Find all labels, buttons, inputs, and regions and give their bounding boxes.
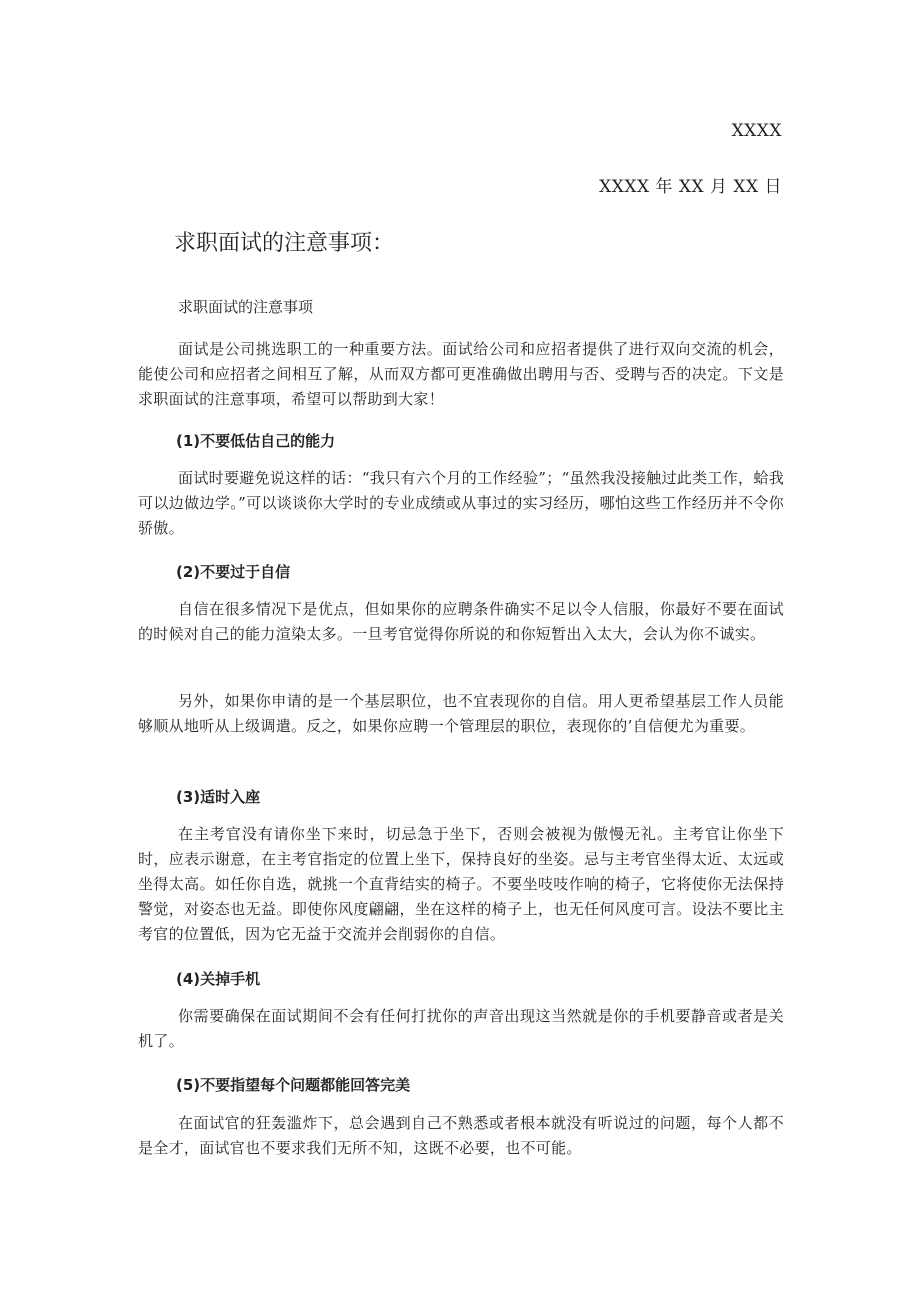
document-subtitle: 求职面试的注意事项	[178, 298, 314, 316]
section-4-paragraph: 你需要确保在面试期间不会有任何打扰你的声音出现这当然就是你的手机要静音或者是关机了。	[138, 1007, 784, 1050]
section-heading-2: (2)不要过于自信	[176, 563, 291, 581]
section-heading-1: (1)不要低估自己的能力	[176, 432, 336, 450]
section-2-paragraph-1: 自信在很多情况下是优点，但如果你的应聘条件确实不足以令人信服，你最好不要在面试的时候对自己的能力渲染太多。一旦考官觉得你所说的和你短暂出入太大，会认为你不诚实。	[138, 600, 784, 643]
intro-paragraph: 面试是公司挑选职工的一种重要方法。面试给公司和应招者提供了进行双向交流的机会，能使公司和应招者之间相互了解，从而双方都可更准确做出聘用与否、受聘与否的决定。下文是求职面试的注意事项，希望可以帮助到大家！	[138, 340, 784, 408]
signature-date: XXXX 年 XX 月 XX 日	[599, 177, 782, 197]
section-3-paragraph: 在主考官没有请你坐下来时，切忌急于坐下，否则会被视为傲慢无礼。主考官让你坐下时，应表示谢意，在主考官指定的位置上坐下，保持良好的坐姿。忌与主考官坐得太近、太远或坐得太高。如任你自选，就挑一个直背结实的椅子。不要坐吱吱作响的椅子，它将使你无法保持警觉，对姿态也无益。即使你风度翩翩，坐在这样的椅子上，也无任何风度可言。设法不要比主考官的位置低，因为它无益于交流并会削弱你的自信。	[138, 825, 784, 943]
section-heading-3: (3)适时入座	[176, 788, 261, 806]
section-2-paragraph-2: 另外，如果你申请的是一个基层职位，也不宜表现你的自信。用人更希望基层工作人员能够顺从地听从上级调遣。反之，如果你应聘一个管理层的职位，表现你的’自信便尤为重要。	[138, 692, 784, 735]
section-heading-5: (5)不要指望每个问题都能回答完美	[176, 1076, 411, 1094]
signature-name: XXXX	[731, 121, 782, 141]
section-1-paragraph: 面试时要避免说这样的话：“我只有六个月的工作经验”；“虽然我没接触过此类工作，蛤我可以边做边学。”可以谈谈你大学时的专业成绩或从事过的实习经历，哪怕这些工作经历并不令你骄傲。	[138, 469, 784, 537]
document-title: 求职面试的注意事项：	[174, 231, 395, 256]
section-5-paragraph: 在面试官的狂轰滥炸下，总会遇到自己不熟悉或者根本就没有听说过的问题，每个人都不是全才，面试官也不要求我们无所不知，这既不必要，也不可能。	[138, 1114, 784, 1157]
section-heading-4: (4)关掉手机	[176, 970, 261, 988]
